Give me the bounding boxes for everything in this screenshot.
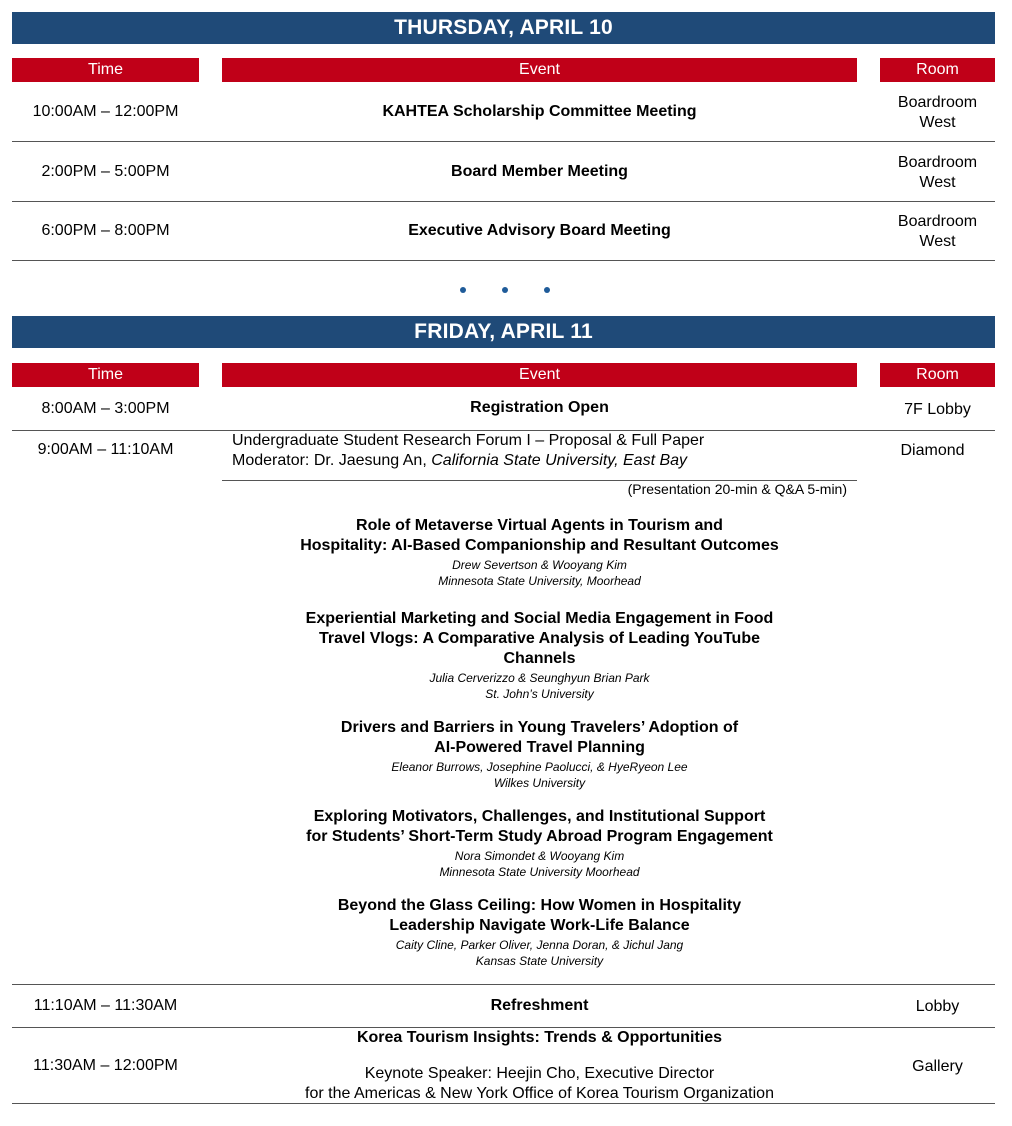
paper-authors: Eleanor Burrows, Josephine Paolucci, & HyeRyeon Lee — [391, 760, 688, 774]
row-time: 10:00AM – 12:00PM — [32, 103, 179, 120]
row-divider — [12, 141, 995, 142]
row-room: 7F Lobby — [904, 401, 971, 418]
row-time: 9:00AM – 11:10AM — [37, 441, 174, 458]
speaker-line-2: for the Americas & New York Office of Korea Tourism Organization — [305, 1085, 774, 1102]
paper-affiliation: Kansas State University — [475, 954, 604, 968]
paper-title: Drivers and Barriers in Young Travelers’ Adoption of AI-Powered Travel Planning — [340, 719, 739, 756]
day-banner-friday: FRIDAY, APRIL 11 — [12, 316, 995, 348]
room-line-1: Boardroom — [897, 154, 978, 171]
row-event: KAHTEA Scholarship Committee Meeting — [382, 103, 697, 120]
row-divider — [12, 260, 995, 261]
room-line-2: West — [919, 233, 956, 250]
room-line-1: Boardroom — [897, 213, 978, 230]
paper-title: Beyond the Glass Ceiling: How Women in Hospitality Leadership Navigate Work-Life Balance — [337, 897, 742, 934]
column-header-room: Room — [880, 363, 995, 387]
row-event: Board Member Meeting — [451, 163, 628, 180]
room-line-2: West — [919, 174, 956, 191]
row-divider — [12, 984, 995, 985]
paper-affiliation: Wilkes University — [493, 776, 586, 790]
paper-authors: Drew Severtson & Wooyang Kim — [452, 558, 627, 572]
paper-authors: Nora Simondet & Wooyang Kim — [454, 849, 625, 863]
paper-title: Exploring Motivators, Challenges, and Institutional Support for Students’ Short-Term Study Abroad Program Engagement — [306, 808, 773, 845]
paper-title: Experiential Marketing and Social Media Engagement in Food Travel Vlogs: A Comparative Analysis of Leading YouTube Channels — [305, 610, 774, 667]
row-time: 11:30AM – 12:00PM — [33, 1057, 178, 1074]
column-header-event: Event — [222, 363, 857, 387]
forum-moderator — [232, 451, 687, 471]
dot-icon — [502, 287, 508, 293]
day-banner-thursday: THURSDAY, APRIL 10 — [12, 12, 995, 44]
row-time: 11:10AM – 11:30AM — [33, 997, 178, 1014]
row-room: Lobby — [915, 998, 960, 1015]
row-room — [880, 153, 995, 193]
paper-title: Role of Metaverse Virtual Agents in Tourism and Hospitality: AI-Based Companionship and Resultant Outcomes — [300, 517, 779, 554]
format-note: (Presentation 20-min & Q&A 5-min) — [627, 481, 847, 497]
forum-title: Undergraduate Student Research Forum I – Proposal & Full Paper — [232, 432, 705, 449]
row-event: Refreshment — [490, 997, 589, 1014]
row-room: Diamond — [900, 442, 965, 459]
dot-icon — [460, 287, 466, 293]
row-divider — [12, 1103, 995, 1104]
dot-icon — [544, 287, 550, 293]
moderator-affiliation: California State University, East Bay — [431, 452, 688, 469]
paper-affiliation: St. John’s University — [485, 687, 594, 701]
row-room — [880, 93, 995, 133]
speaker-line-1: Keynote Speaker: Heejin Cho, Executive Director — [364, 1065, 715, 1082]
column-header-time: Time — [12, 58, 199, 82]
column-header-event: Event — [222, 58, 857, 82]
moderator-label: Moderator: Dr. Jaesung An, — [232, 452, 427, 469]
row-divider — [12, 201, 995, 202]
paper-affiliation: Minnesota State University, Moorhead — [438, 574, 641, 588]
paper-authors: Caity Cline, Parker Oliver, Jenna Doran, & Jichul Jang — [395, 938, 684, 952]
column-header-room: Room — [880, 58, 995, 82]
column-header-time: Time — [12, 363, 199, 387]
section-separator-dots — [460, 287, 550, 293]
row-room — [880, 212, 995, 252]
row-time: 6:00PM – 8:00PM — [41, 222, 170, 239]
row-event: Executive Advisory Board Meeting — [408, 222, 671, 239]
row-divider — [12, 1027, 995, 1028]
row-event: Registration Open — [470, 399, 609, 416]
room-line-1: Boardroom — [897, 94, 978, 111]
keynote-title: Korea Tourism Insights: Trends & Opportunities — [356, 1029, 723, 1046]
paper-authors: Julia Cerverizzo & Seunghyun Brian Park — [429, 671, 650, 685]
row-time: 2:00PM – 5:00PM — [41, 163, 170, 180]
keynote-speaker — [222, 1064, 857, 1104]
paper-affiliation: Minnesota State University Moorhead — [439, 865, 640, 879]
row-room: Gallery — [912, 1058, 963, 1075]
row-time: 8:00AM – 3:00PM — [41, 400, 170, 417]
room-line-2: West — [919, 114, 956, 131]
